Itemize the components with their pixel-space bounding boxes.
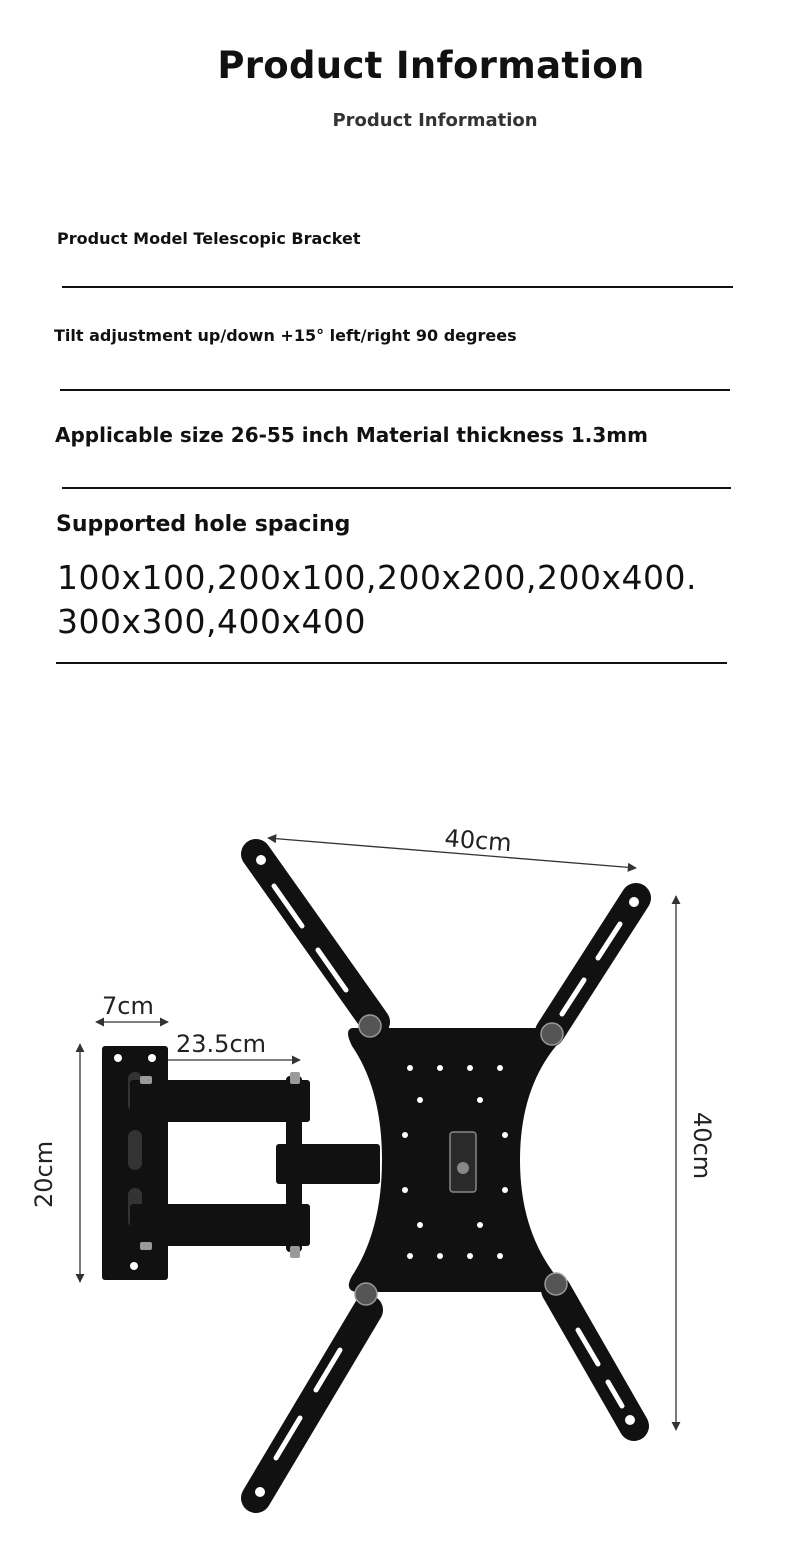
hole-spacing-line-1: 100x100,200x100,200x200,200x400. xyxy=(57,558,697,597)
swing-arm-lower xyxy=(130,1204,310,1246)
spec-hole-spacing-values xyxy=(57,556,697,644)
dimension-wall-plate-height xyxy=(30,1044,80,1282)
spec-product-model: Product Model Telescopic Bracket xyxy=(57,229,361,248)
page-title: Product Information xyxy=(217,44,645,87)
label-arm-extension: 23.5cm xyxy=(176,1030,267,1058)
dimension-arm-extension xyxy=(168,1030,300,1060)
hole-spacing-line-2: 300x300,400x400 xyxy=(57,602,366,641)
swing-arm-upper xyxy=(130,1080,310,1122)
dimension-plate-width xyxy=(268,824,636,868)
divider xyxy=(56,662,727,664)
swing-arm-connector xyxy=(276,1144,380,1184)
page-subtitle: Product Information xyxy=(332,110,538,131)
dimension-wall-plate-width xyxy=(96,992,168,1022)
tv-bracket-illustration xyxy=(102,854,639,1498)
spec-tilt-adjustment: Tilt adjustment up/down +15° left/right 90 degrees xyxy=(54,326,517,345)
spec-hole-spacing-label: Supported hole spacing xyxy=(56,512,351,537)
spec-applicable-size: Applicable size 26-55 inch Material thickness 1.3mm xyxy=(55,423,648,447)
dimension-plate-height xyxy=(676,896,716,1430)
label-wall-plate-width: 7cm xyxy=(102,992,154,1020)
label-wall-plate-height: 20cm xyxy=(30,1140,58,1208)
divider xyxy=(62,286,733,288)
label-plate-height: 40cm xyxy=(688,1112,716,1180)
divider xyxy=(62,487,731,489)
bracket-arm-bottom-left xyxy=(256,1310,368,1498)
bracket-diagram xyxy=(0,790,790,1550)
label-plate-width: 40cm xyxy=(443,824,513,858)
bracket-arm-top-left xyxy=(256,854,375,1022)
divider xyxy=(60,389,730,391)
